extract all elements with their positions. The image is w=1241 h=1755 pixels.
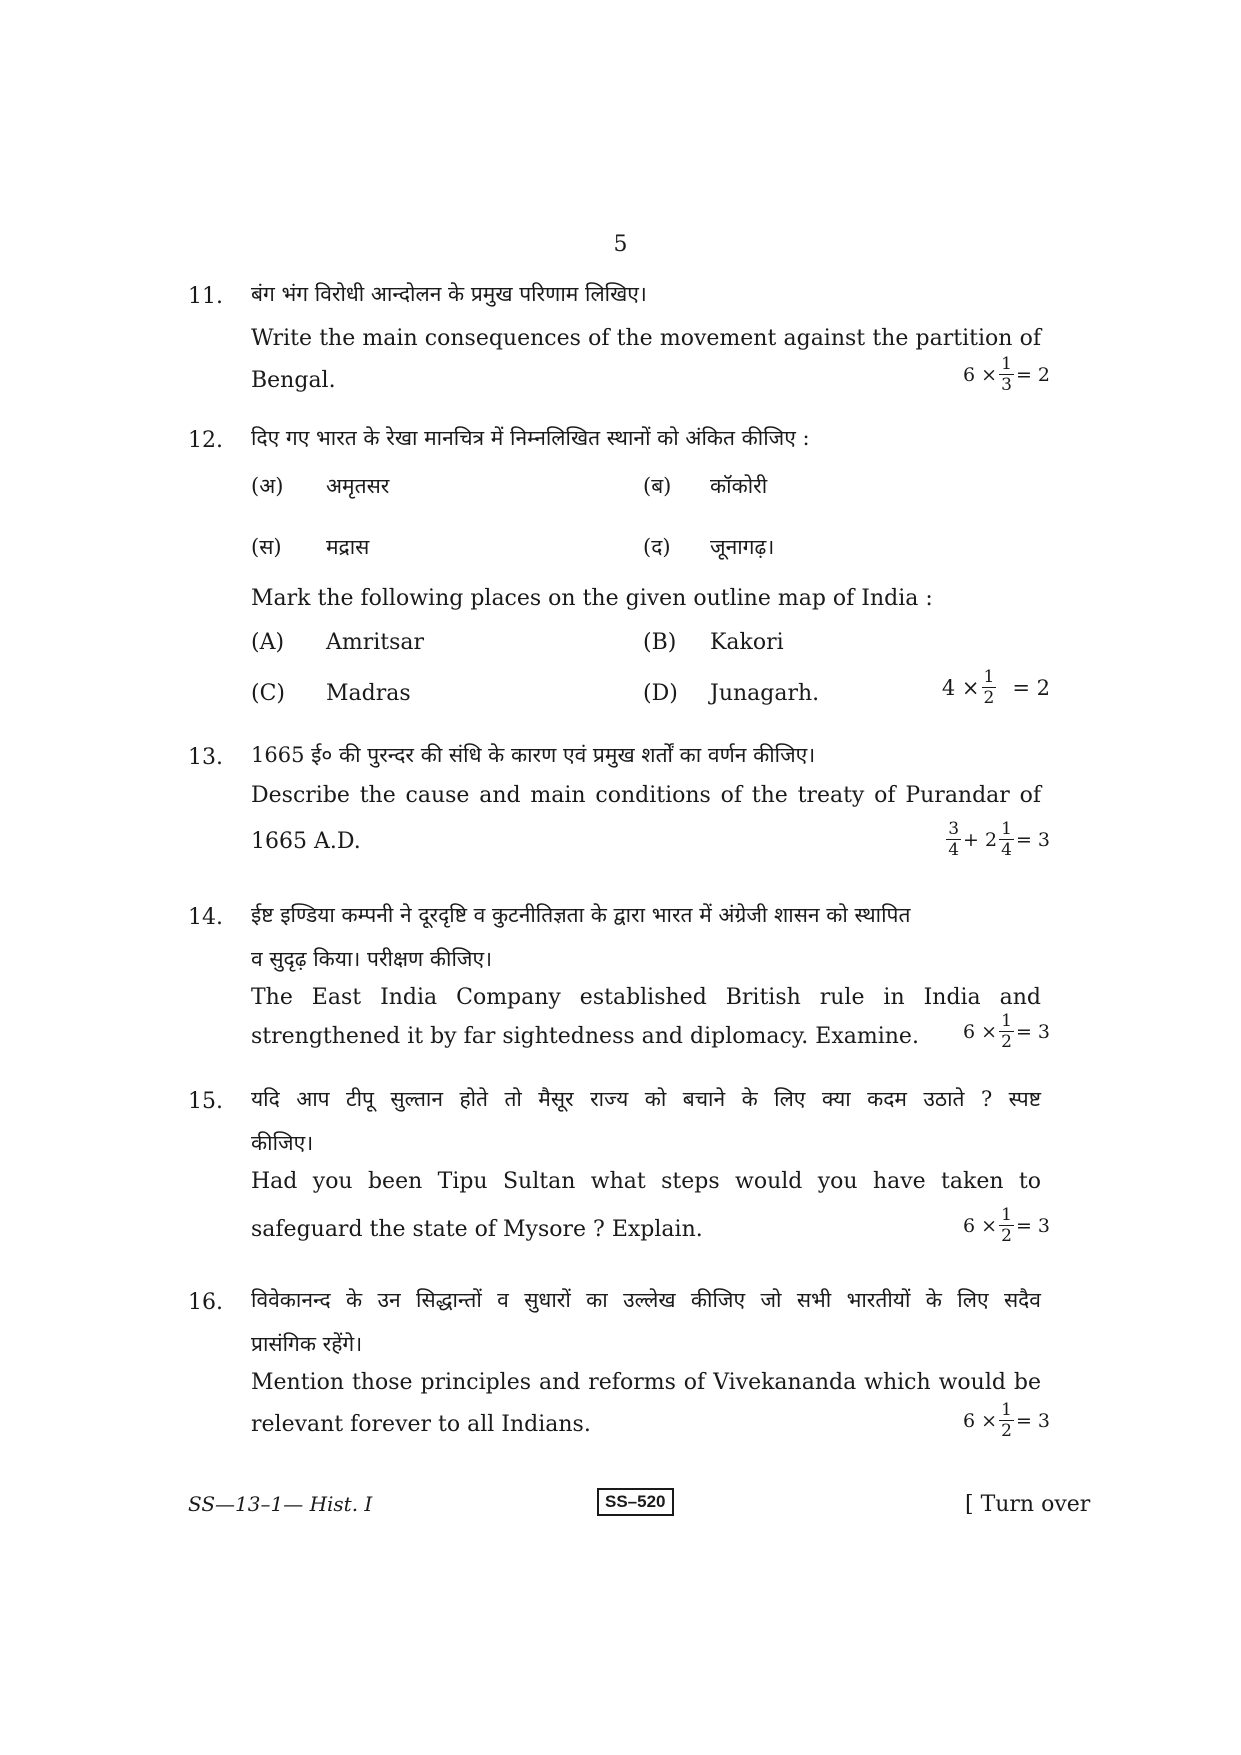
fraction-numerator: 3 [948,819,960,839]
marks-multiplier: 6 × [963,1021,998,1043]
question-english-line2: strengthened it by far sightedness and diplomacy. Examine. [251,1024,919,1049]
marks-total: = 3 [1015,1215,1050,1237]
marks-total: = 3 [1015,1021,1050,1043]
marks-fraction [999,1013,1014,1051]
question-english-line2: safeguard the state of Mysore ? Explain. [251,1217,703,1242]
question-number: 15. [188,1089,223,1114]
fraction-denominator: 2 [1001,1032,1012,1052]
marks-fraction [999,1207,1014,1245]
option-label: (ब) [643,474,672,498]
option-label: (A) [251,630,285,655]
question-number: 14. [188,905,223,930]
fraction-numerator: 1 [1001,1400,1012,1420]
option-text: Junagarh. [710,681,820,706]
marks-multiplier: 6 × [963,1215,998,1237]
question-number: 13. [188,745,223,770]
marks [963,1013,1050,1051]
question-english: Mark the following places on the given outline map of India : [251,586,933,611]
option-text: मद्रास [326,535,370,559]
fraction-numerator: 1 [983,667,995,687]
question-english-line1: Write the main consequences of the movement against the partition of [251,326,1041,351]
question-english-line1: The East India Company established British rule in India and [251,985,1041,1010]
question-hindi-line2: व सुदृढ़ किया। परीक्षण कीजिए। [251,947,493,971]
question-english-line1: Describe the cause and main conditions of the treaty of Purandar of [251,783,1041,808]
fraction-denominator: 4 [948,840,960,860]
marks-fraction [999,821,1014,859]
fraction-numerator: 1 [1001,819,1012,839]
question-hindi-line2: कीजिए। [251,1131,314,1155]
question-hindi: 1665 ई० की पुरन्दर की संधि के कारण एवं प्रमुख शर्तों का वर्णन कीजिए। [251,743,816,767]
fraction-denominator: 2 [1001,1226,1012,1246]
option-text: Kakori [710,630,784,655]
option-text: Amritsar [326,630,425,655]
exam-code-box: SS–520 [597,1488,674,1516]
question-number: 12. [188,428,223,453]
marks-fraction [999,1402,1014,1440]
question-hindi-line1: विवेकानन्द के उन सिद्धान्तों व सुधारों का उल्लेख कीजिए जो सभी भारतीयों के लिए सदैव [251,1288,1041,1312]
question-english-line2: Bengal. [251,368,336,393]
question-english-line2: relevant forever to all Indians. [251,1412,591,1437]
marks-total: = 3 [1015,829,1050,851]
page-number: 5 [613,232,628,257]
marks [944,821,1050,859]
option-text: अमृतसर [326,474,390,498]
fraction-denominator: 2 [1001,1421,1012,1441]
marks-total: = 2 [1012,676,1050,700]
marks [942,669,1050,707]
paper-code: SS—13–1— Hist. I [188,1492,373,1516]
question-hindi-line2: प्रासंगिक रहेंगे। [251,1332,363,1356]
marks [963,1402,1050,1440]
marks-multiplier: 6 × [963,1410,998,1432]
question-number: 16. [188,1290,223,1315]
marks-multiplier: 4 × [941,676,980,700]
marks [963,356,1050,394]
marks-fraction [999,356,1014,394]
marks-fraction [946,821,961,859]
fraction-denominator: 2 [983,688,995,708]
fraction-denominator: 3 [1001,375,1012,395]
fraction-numerator: 1 [1001,1205,1012,1225]
question-hindi-line1: यदि आप टीपू सुल्तान होते तो मैसूर राज्य को बचाने के लिए क्या कदम उठाते ? स्पष्ट [251,1087,1041,1111]
option-text: कॉकोरी [710,474,768,498]
option-label: (अ) [251,474,284,498]
question-number: 11. [188,284,223,309]
marks-fraction [982,669,997,707]
turn-over-note: [ Turn over [965,1492,1091,1517]
marks-plus-whole: + 2 [963,829,998,851]
option-label: (स) [251,535,282,559]
marks-multiplier: 6 × [963,364,998,386]
question-english-line1: Had you been Tipu Sultan what steps would you have taken to [251,1169,1041,1194]
fraction-denominator: 4 [1001,840,1012,860]
option-label: (द) [643,535,671,559]
option-text: जूनागढ़। [710,535,775,559]
question-hindi: दिए गए भारत के रेखा मानचित्र में निम्नलिखित स्थानों को अंकित कीजिए : [251,426,810,450]
fraction-numerator: 1 [1001,354,1012,374]
marks-total: = 3 [1015,1410,1050,1432]
marks [963,1207,1050,1245]
option-label: (D) [643,681,678,706]
fraction-numerator: 1 [1001,1011,1012,1031]
question-hindi-line1: ईष्ट इण्डिया कम्पनी ने दूरदृष्टि व कुटनीतिज्ञता के द्वारा भारत में अंग्रेजी शासन को स्थापित [251,903,911,927]
question-english-line1: Mention those principles and reforms of Vivekananda which would be [251,1370,1041,1395]
option-text: Madras [326,681,411,706]
question-hindi: बंग भंग विरोधी आन्दोलन के प्रमुख परिणाम लिखिए। [251,282,647,306]
option-label: (C) [251,681,285,706]
marks-total: = 2 [1015,364,1050,386]
option-label: (B) [643,630,677,655]
question-english-line2: 1665 A.D. [251,829,361,854]
